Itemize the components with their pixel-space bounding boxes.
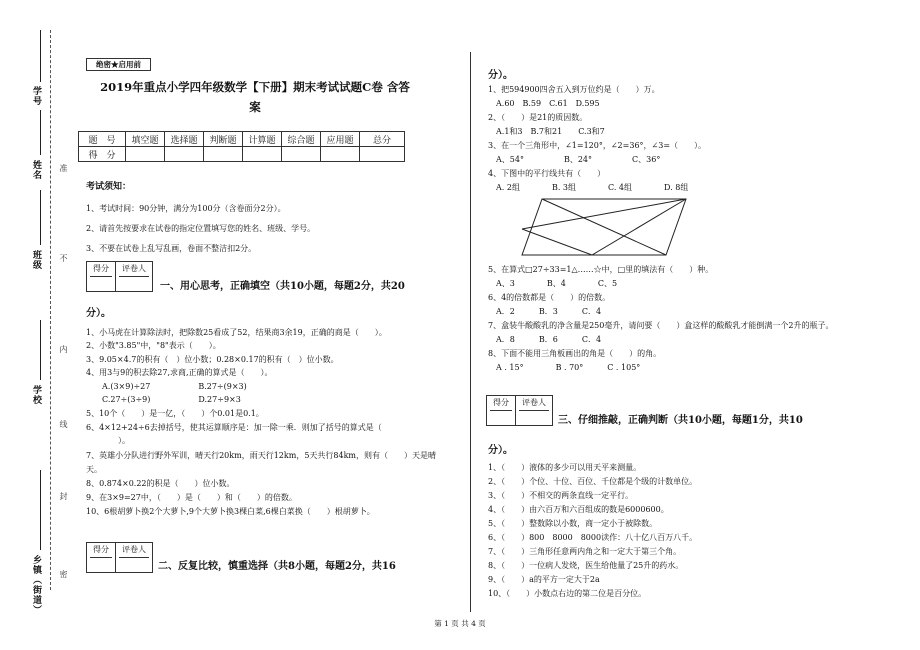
binding-char: 封: [59, 492, 68, 500]
question-line: 5、（ ）整数除以小数，商一定小于被除数。: [488, 519, 658, 528]
table-cell: 填空题: [126, 132, 165, 147]
score-cell[interactable]: [204, 147, 243, 162]
section-title-cont: 分）。: [488, 70, 513, 81]
question-line: 7、盒装牛酸酸乳的净含量是250毫升，请问要（ ）盒这样的酸酸乳才能倒满一个2升的瓶子。: [488, 321, 834, 330]
table-cell: 得 分: [79, 147, 126, 162]
question-line: 9、（ ）a的平方一定大于2a: [488, 575, 600, 584]
question-option: A.1和3 B.7和21 C.3和7: [488, 127, 605, 136]
score-table: [78, 131, 405, 162]
score-cell[interactable]: [282, 147, 321, 162]
question-line: 7、（ ）三角形任意两内角之和一定大于第三个角。: [488, 547, 682, 556]
student-id-field[interactable]: [40, 30, 41, 82]
column-divider: [470, 52, 471, 612]
question-option: A . 15° B . 70° C . 105°: [488, 363, 641, 372]
binding-char: 线: [59, 420, 68, 428]
school-field[interactable]: [40, 320, 41, 380]
grader-blank[interactable]: [490, 410, 512, 425]
question-line: 6、（ ）800 8000 8000读作：八十亿八百万八千。: [488, 533, 698, 542]
question-line: 10、6根胡萝卜换2个大萝卜,9个大萝卜换3棵白菜,6棵白菜换（ ）根胡萝卜。: [86, 507, 375, 516]
grader-reviewer-label: [516, 396, 552, 425]
question-line: 6、4×12+24÷6去掉括号，使其运算顺序是：加一除一乘．则加了括号的算式是（: [86, 423, 382, 432]
grader-blank[interactable]: [90, 276, 112, 291]
grader-box: [86, 542, 153, 573]
question-line: 10、（ ）小数点右边的第二位是百分位。: [488, 589, 647, 598]
township-field[interactable]: [40, 470, 41, 550]
school-label: 学校: [31, 385, 41, 405]
question-line: 1、（ ）液体的多少可以用天平来测量。: [488, 463, 642, 472]
binding-char: 密: [59, 570, 68, 578]
question-line: 天。: [86, 465, 102, 474]
section-title-cont: 分）。: [488, 445, 513, 456]
question-option: A.(3×9)÷27 B.27÷(9×3): [86, 382, 247, 391]
grader-score-label: [487, 396, 516, 425]
question-line: 7、英雄小分队进行野外军训，晴天行20km，雨天行12km，5天共行84km，则有（ ）天是晴: [86, 451, 437, 460]
question-option: A.60 B.59 C.61 D.595: [488, 99, 600, 108]
binding-char: 不: [59, 254, 68, 262]
table-cell: 应用题: [321, 132, 360, 147]
secret-badge: 绝密★启用前: [86, 58, 151, 71]
figure-line: [542, 199, 666, 255]
parallel-lines-figure: [520, 195, 690, 260]
table-cell: 选择题: [165, 132, 204, 147]
question-option: A．2 B．3 C．4: [488, 307, 602, 316]
question-line: ）。: [86, 436, 130, 445]
question-line: 8、（ ）一位病人发烧，医生给他量了25升的药水。: [488, 561, 684, 570]
class-label: 班级: [31, 250, 41, 270]
question-line: 3、（ ）不相交的两条直线一定平行。: [488, 491, 634, 500]
question-line: 3、9.05×4.7的积有（ ）位小数；0.28×0.17的积有（ ）位小数。: [86, 355, 339, 364]
section-title: 一、用心思考，正确填空（共10小题，每题2分，共20: [160, 281, 405, 292]
binding-char: 内: [59, 345, 68, 353]
page-number: 第 1 页 共 4 页: [434, 619, 486, 628]
grader-score-label: [87, 543, 116, 572]
question-option: A. 2组 B. 3组 C. 4组 D. 8组: [488, 183, 689, 192]
question-line: 4、（ ）由六百万和六百组成的数是6000600。: [488, 505, 669, 514]
student-id-label: 学号: [31, 86, 41, 106]
grader-blank[interactable]: [119, 557, 149, 572]
grader-reviewer-label: [116, 262, 152, 291]
table-cell: 判断题: [204, 132, 243, 147]
section-title: 二、反复比较，慎重选择（共8小题，每题2分，共16: [158, 561, 396, 572]
grader-text: 评卷人: [522, 398, 546, 407]
title-line: 2019年重点小学四年级数学【下册】期末考试试题C卷 含答: [100, 80, 410, 94]
notice-item: 2、请首先按要求在试卷的指定位置填写您的姓名、班级、学号。: [86, 224, 316, 233]
question-line: 4、用3与9的积去除27,求商,正确的算式是（ ）。: [86, 368, 273, 377]
class-field[interactable]: [40, 190, 41, 245]
score-cell[interactable]: [321, 147, 360, 162]
question-line: 1、小马虎在计算除法时，把除数25看成了52，结果商3余19，正确的商是（ ）。: [86, 328, 387, 337]
question-line: 6、4的倍数都是（ ）的倍数。: [488, 293, 611, 302]
title-line: 案: [249, 100, 261, 114]
table-cell: 题 号: [79, 132, 126, 147]
grader-text: 得分: [493, 398, 509, 407]
table-row: [79, 147, 405, 162]
score-cell[interactable]: [243, 147, 282, 162]
grader-text: 得分: [93, 545, 109, 554]
question-line: 3、在一个三角形中，∠1=120°，∠2=36°，∠3=（ ）。: [488, 141, 707, 150]
notice-item: 1、考试时间：90分钟，满分为100分（含卷面分2分）。: [86, 204, 286, 213]
grader-blank[interactable]: [90, 557, 112, 572]
question-line: 4、下图中的平行线共有（ ）: [488, 169, 606, 178]
grader-box: [86, 261, 153, 292]
table-row: [79, 132, 405, 147]
score-cell[interactable]: [165, 147, 204, 162]
question-option: A、3 B、4 C、5: [488, 279, 618, 288]
question-line: 1、把594900四舍五入到万位约是（ ）万。: [488, 85, 660, 94]
question-line: 5、在算式□27÷33=1△……☆中，□里的填法有（ ）种。: [488, 265, 714, 274]
binding-char: 准: [59, 164, 68, 172]
grader-reviewer-label: [116, 543, 152, 572]
section-title-cont: 分）。: [86, 308, 111, 319]
question-line: 9、在3×9=27中，（ ）是（ ）和（ ）的倍数。: [86, 493, 297, 502]
section-title: 三、仔细推敲，正确判断（共10小题，每题1分，共10: [558, 415, 803, 426]
question-line: 2、（ ）是21的质因数。: [488, 113, 588, 122]
question-line: 2、小数"3.85"中，"8"表示（ ）。: [86, 341, 221, 350]
figure-line: [522, 229, 592, 255]
question-line: 5、10个（ ）是一亿，（ ）个0.01是0.1。: [86, 409, 264, 418]
question-line: 2、（ ）个位、十位、百位、千位都是个级的计数单位。: [488, 477, 698, 486]
grader-text: 评卷人: [122, 264, 146, 273]
question-line: 8、下面不能用三角板画出的角是（ ）的角。: [488, 349, 662, 358]
name-field[interactable]: [40, 110, 41, 155]
page-title: [86, 77, 424, 117]
township-label: 乡镇（街道）: [31, 555, 41, 615]
grader-blank[interactable]: [519, 410, 549, 425]
score-cell[interactable]: [126, 147, 165, 162]
grader-score-label: [87, 262, 116, 291]
table-cell: 计算题: [243, 132, 282, 147]
score-cell[interactable]: [360, 147, 405, 162]
table-cell: 总分: [360, 132, 405, 147]
notice-heading: 考试须知：: [86, 182, 132, 192]
grader-box: [486, 395, 553, 426]
question-line: 8、0.874×0.22的积是（ ）位小数。: [86, 479, 235, 488]
question-option: C.27÷(3÷9) D.27÷9×3: [86, 395, 241, 404]
grader-text: 评卷人: [122, 545, 146, 554]
question-option: A．8 B．6 C．4: [488, 335, 602, 344]
notice-item: 3、不要在试卷上乱写乱画，卷面不整洁扣2分。: [86, 244, 257, 253]
question-option: A、54° B、24° C、36°: [488, 155, 661, 164]
binding-dashed-line: [50, 30, 51, 590]
grader-text: 得分: [93, 264, 109, 273]
name-label: 姓名: [31, 160, 41, 180]
grader-blank[interactable]: [119, 276, 149, 291]
table-cell: 综合题: [282, 132, 321, 147]
